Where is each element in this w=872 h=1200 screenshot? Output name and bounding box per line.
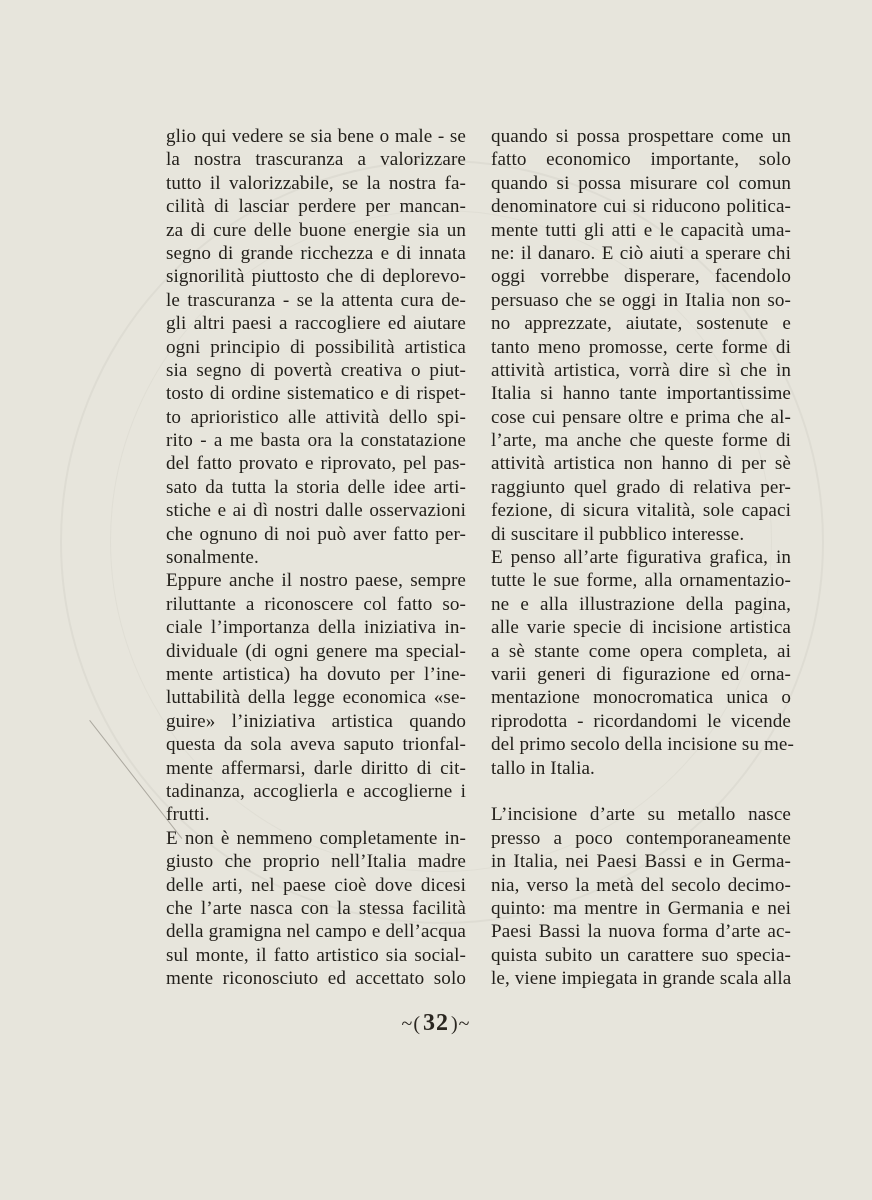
text-line: ne: il danaro. E ciò aiuti a sperare chi: [491, 242, 791, 264]
text-line: tutto il valorizzabile, se la nostra fa-: [166, 172, 466, 194]
text-line: tutte le sue forme, alla ornamentazio-: [491, 570, 791, 592]
text-line: frutti.: [166, 804, 210, 826]
text-line: cose cui pensare oltre e prima che al-: [491, 406, 791, 428]
page-number: [0, 1010, 872, 1037]
page-number-ornament-right: )~: [451, 1013, 471, 1035]
text-line: questa da sola aveva saputo trionfal-: [166, 734, 466, 756]
text-line: mentazione monocromatica unica o: [491, 687, 791, 709]
text-line: le trascuranza - se la attenta cura de-: [166, 289, 466, 311]
text-line: in Italia, nei Paesi Bassi e in Germa-: [491, 851, 791, 873]
text-line: riprodotta - ricordandomi le vicende: [491, 710, 791, 732]
text-line: mente riconosciuto ed accettato solo: [166, 968, 466, 990]
text-line: di suscitare il pubblico interesse.: [491, 523, 745, 545]
text-line: attività artistica non hanno di per sè: [491, 453, 791, 475]
text-line: tadinanza, accoglierla e accoglierne i: [166, 780, 466, 802]
page-number-value: 32: [423, 1010, 449, 1036]
text-line: presso a poco contemporaneamente: [491, 827, 791, 849]
text-line: mente artistica) ha dovuto per l’ine-: [166, 663, 466, 685]
text-line: che ognuno di noi può aver fatto per-: [166, 523, 466, 545]
text-line: quando si possa misurare col comun: [491, 172, 791, 194]
text-line: glio qui vedere se sia bene o male - se: [166, 126, 466, 147]
text-line: ciale l’importanza della iniziativa in-: [166, 617, 466, 639]
text-line: giusto che proprio nell’Italia madre: [166, 851, 466, 873]
text-line: attività artistica, vorrà dire sì che in: [491, 359, 791, 381]
text-line: quinto: ma mentre in Germania e nei: [491, 897, 791, 919]
left-text-column: [166, 125, 466, 990]
text-line: sul monte, il fatto artistico sia social-: [166, 944, 466, 966]
text-line: Eppure anche il nostro paese, sempre: [166, 570, 466, 592]
text-line: del fatto provato e riprovato, pel pas-: [166, 453, 466, 475]
text-line: tanto meno promosse, certe forme di: [491, 336, 791, 358]
text-line: alle varie specie di incisione artistica: [491, 617, 791, 639]
text-line: le, viene impiegata in grande scala alla: [491, 968, 792, 990]
text-line: la nostra trascuranza a valorizzare: [166, 149, 466, 171]
text-line: tallo in Italia.: [491, 757, 595, 779]
text-line: oggi vorrebbe disperare, facendolo: [491, 266, 791, 288]
text-line: tosto di ordine sistematico e di rispet-: [166, 383, 466, 405]
text-line: mente affermarsi, darle diritto di cit-: [166, 757, 466, 779]
text-line: to aprioristico alle attività dello spi-: [166, 406, 466, 428]
text-line: denominatore cui si riducono politica-: [491, 196, 791, 218]
text-line: E penso all’arte figurativa grafica, in: [491, 547, 791, 569]
text-line: sato da tutta la storia delle idee arti-: [166, 476, 466, 498]
text-line: a sè stante come opera completa, ai: [491, 640, 791, 662]
text-line: signorilità piuttosto che di deplorevo-: [166, 266, 466, 288]
text-line: l’arte, ma anche che queste forme di: [491, 430, 791, 452]
text-line: della gramigna nel campo e dell’acqua: [166, 921, 466, 943]
text-line: mente tutti gli atti e le capacità uma-: [491, 219, 791, 241]
text-line: segno di grande ricchezza e di innata: [166, 242, 466, 264]
text-line: rito - a me basta ora la constatazione: [166, 430, 466, 452]
text-line: stiche e ai dì nostri dalle osservazioni: [166, 500, 466, 522]
text-line: no apprezzate, aiutate, sostenute e: [491, 313, 791, 335]
text-line: za di cure delle buone energie sia un: [166, 219, 466, 241]
text-line: raggiunto quel grado di relativa per-: [491, 476, 791, 498]
text-line: del primo secolo della incisione su me-: [491, 734, 794, 756]
text-line: delle arti, nel paese cioè dove dicesi: [166, 874, 466, 896]
text-line: dividuale (di ogni genere ma special-: [166, 640, 466, 662]
text-line: persuaso che se oggi in Italia non so-: [491, 289, 791, 311]
text-line: cilità di lasciar perdere per mancan-: [166, 196, 466, 218]
text-line: fezione, di sicura vitalità, sole capaci: [491, 500, 791, 522]
text-line: quista subito un carattere suo specia-: [491, 944, 791, 966]
text-line: Italia si hanno tante importantissime: [491, 383, 791, 405]
text-line: sonalmente.: [166, 547, 259, 569]
text-line: E non è nemmeno completamente in-: [166, 827, 466, 849]
text-line: nia, verso la metà del secolo decimo-: [491, 874, 791, 896]
text-line: Paesi Bassi la nuova forma d’arte ac-: [491, 921, 791, 943]
right-text-column: [491, 125, 794, 990]
text-line: ogni principio di possibilità artistica: [166, 336, 466, 358]
text-line: luttabilità della legge economica «se-: [166, 687, 466, 709]
text-line: varii generi di figurazione ed orna-: [491, 663, 791, 685]
text-line: gli altri paesi a raccogliere ed aiutare: [166, 313, 466, 335]
text-line: riluttante a riconoscere col fatto so-: [166, 593, 466, 615]
text-line: [491, 780, 791, 803]
text-line: fatto economico importante, solo: [491, 149, 791, 171]
text-line: che l’arte nasca con la stessa facilità: [166, 897, 466, 919]
page-number-ornament-left: ~(: [401, 1013, 421, 1035]
text-line: ne e alla illustrazione della pagina,: [491, 593, 791, 615]
text-line: sia segno di povertà creativa o piut-: [166, 359, 466, 381]
text-line: quando si possa prospettare come un: [491, 126, 791, 147]
text-line: guire» l’iniziativa artistica quando: [166, 710, 466, 732]
text-line: L’incisione d’arte su metallo nasce: [491, 804, 791, 826]
